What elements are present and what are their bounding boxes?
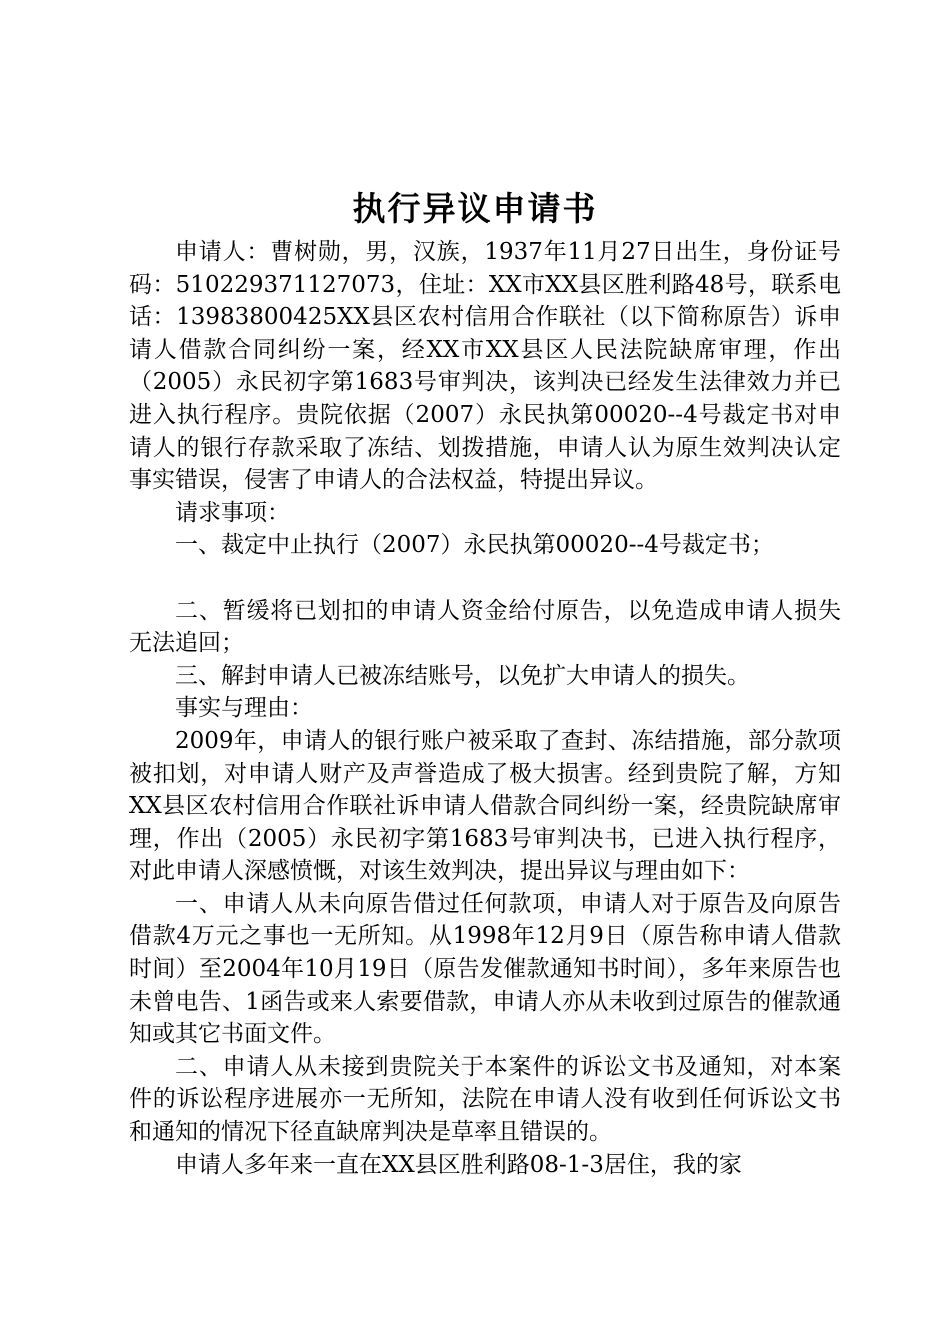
paragraph-facts-intro: 2009年，申请人的银行账户被采取了查封、冻结措施，部分款项被扣划，对申请人财产及声誉造成了极大损害。经到贵院了解，方知XX县区农村信用合作联社诉申请人借款合同纠纷一案，经贵院缺席审理，作出（2005）永民初字第1683号审判决书，已进入执行程序，对此申请人深感愤慨，对该生效判决，提出异议与理由如下： <box>129 727 841 885</box>
paragraph-applicant-info: 申请人：曹树勋，男，汉族，1937年11月27日出生，身份证号码：510229371127073，住址：XX市XX县区胜利路48号，联系电话：13983800425XX县区农村信用合作联社（以下简称原告）诉申请人借款合同纠纷一案，经XX市XX县区人民法院缺席审理，作出（2005）永民初字第1683号审判决，该判决已经发生法律效力并已进入执行程序。贵院依据（2007）永民执第00020--4号裁定书对申请人的银行存款采取了冻结、划拨措施，申请人认为原生效判决认定事实错误，侵害了申请人的合法权益，特提出异议。 <box>129 239 841 494</box>
paragraph-request-1: 一、裁定中止执行（2007）永民执第00020--4号裁定书； <box>175 532 774 559</box>
document-body <box>129 236 841 1181</box>
paragraph-residence: 申请人多年来一直在XX县区胜利路08-1-3居住，我的家 <box>175 1151 742 1178</box>
paragraph-request-2: 二、暂缓将已划扣的申请人资金给付原告，以免造成申请人损失无法追回； <box>129 597 841 657</box>
paragraph-reason-2: 二、申请人从未接到贵院关于本案件的诉讼文书及通知，对本案件的诉讼程序进展亦一无所知，法院在申请人没有收到任何诉讼文书和通知的情况下径直缺席判决是草率且错误的。 <box>129 1053 841 1146</box>
paragraph-request-heading: 请求事项： <box>175 499 290 526</box>
paragraph-request-3: 三、解封申请人已被冻结账号，以免扩大申请人的损失。 <box>175 662 750 689</box>
document-title: 执行异议申请书 <box>352 189 598 228</box>
paragraph-facts-heading: 事实与理由： <box>175 695 313 722</box>
paragraph-reason-1: 一、申请人从未向原告借过任何款项，申请人对于原告及向原告借款4万元之事也一无所知。从1998年12月9日（原告称申请人借款时间）至2004年10月19日（原告发催款通知书时间），多年来原告也未曾电告、1函告或来人索要借款，申请人亦从未收到过原告的催款通知或其它书面文件。 <box>129 890 841 1048</box>
